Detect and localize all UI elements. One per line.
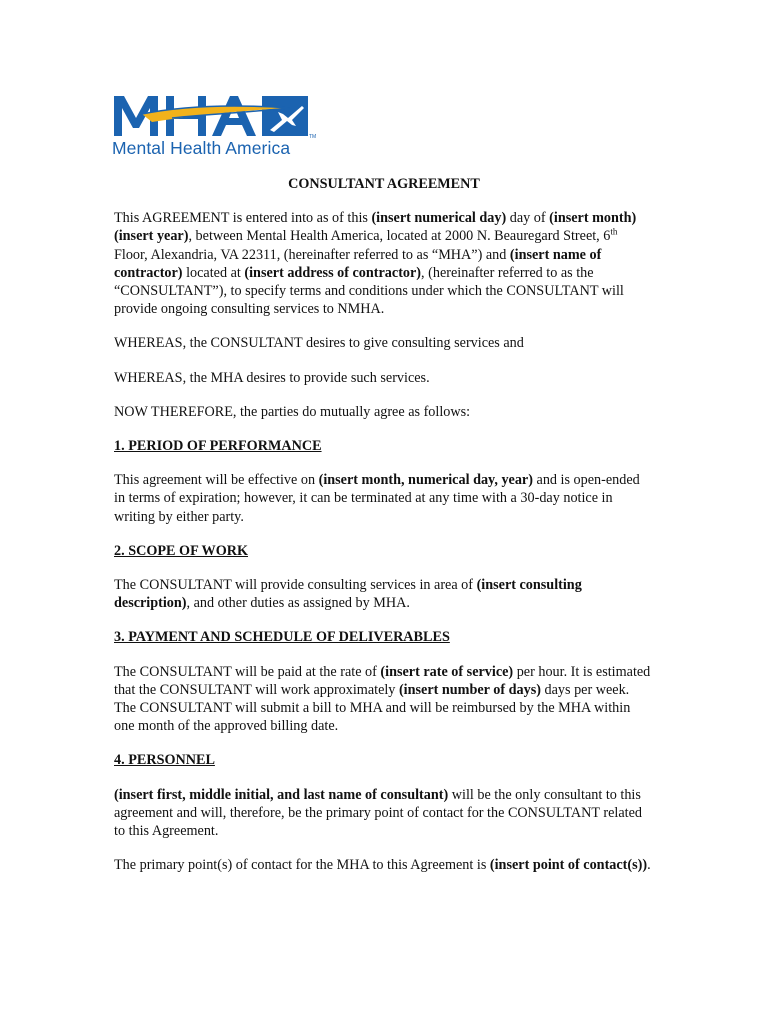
section-3-heading: 3. PAYMENT AND SCHEDULE OF DELIVERABLES [114,629,450,646]
section-4-heading: 4. PERSONNEL [114,752,215,769]
section-4-body: (insert first, middle initial, and last name of consultant) will be the only consultant to this agreement and will, therefore, be the primary point of contact for the CONSULTANT related to this Agreement. [114,786,642,840]
section-2-body: The CONSULTANT will provide consulting services in area of (insert consulting description), and other duties as assigned by MHA. [114,577,582,612]
section-1-heading: 1. PERIOD OF PERFORMANCE [114,438,322,455]
section-1-body: This agreement will be effective on (insert month, numerical day, year) and is open-ended in terms of expiration; however, it can be terminated at any time with a 30-day notice in writing by either party. [114,472,640,525]
section-4-contact-paragraph: The primary point(s) of contact for the MHA to this Agreement is (insert point of contact(s)). [114,857,651,874]
mha-logo-mark [112,92,317,140]
whereas-paragraph-2: WHEREAS, the MHA desires to provide such services. [114,369,430,386]
section-3-body: The CONSULTANT will be paid at the rate of (insert rate of service) per hour. It is estimated that the CONSULTANT will work approximately (insert number of days) days per week. The CONSULTANT will submit a bill to MHA and will be reimbursed by the MHA within one month of the approved billing date. [114,663,651,735]
whereas-paragraph-1: WHEREAS, the CONSULTANT desires to give consulting services and [114,335,524,352]
agreement-body [114,175,654,890]
logo-tm: TM [309,134,317,140]
mha-logo [112,92,317,158]
logo-subtitle: Mental Health America [112,138,291,158]
intro-paragraph: This AGREEMENT is entered into as of this (insert numerical day) day of (insert month) (insert year), between Mental Health America, located at 2000 N. Beauregard Street, 6th Floor, Alexandria, VA 22311, (hereinafter referred to as “MHA”) and (insert name of contractor) located at (insert address of contractor), (hereinafter referred to as the “CONSULTANT”), to specify terms and conditions under which the CONSULTANT will provide ongoing consulting services to NMHA. [114,210,637,318]
page-title: CONSULTANT AGREEMENT [288,176,480,192]
section-2-heading: 2. SCOPE OF WORK [114,542,249,559]
now-therefore-paragraph: NOW THEREFORE, the parties do mutually agree as follows: [114,403,471,420]
